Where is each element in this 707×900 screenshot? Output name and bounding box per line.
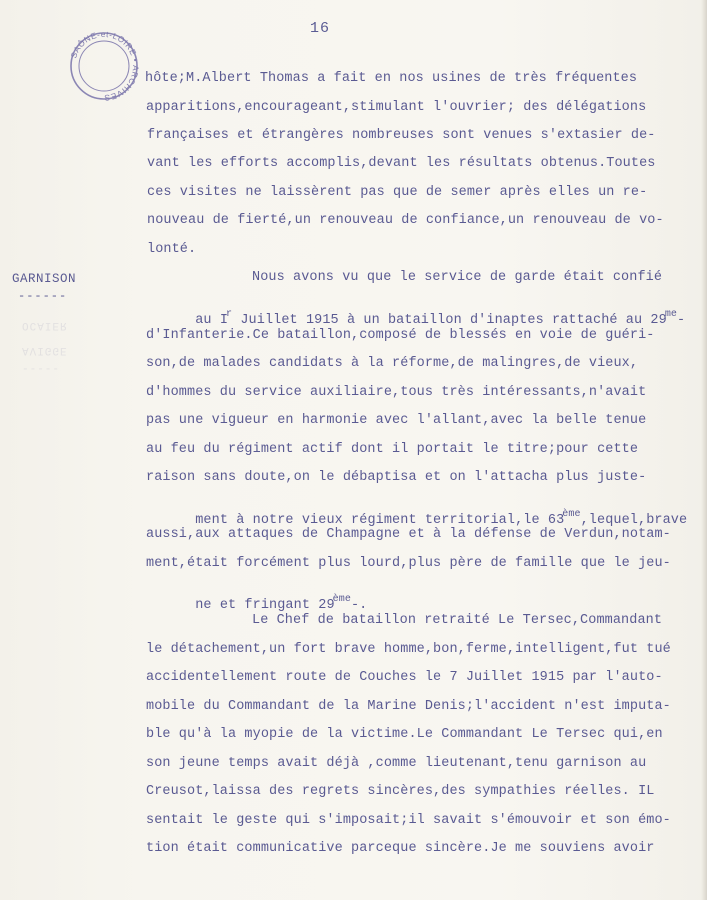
superscript: ème: [562, 508, 581, 520]
text-line: apparitions,encourageant,stimulant l'ouvrier; des délégations: [146, 100, 647, 115]
text-line: ces visites ne laissèrent pas que de semer après elles un re-: [147, 185, 648, 200]
text-line: raison sans doute,on le débaptisa et on l'attacha plus juste-: [146, 470, 647, 485]
superscript: ème: [332, 593, 351, 605]
text-line: le détachement,un fort brave homme,bon,ferme,intelligent,fut tué: [146, 642, 671, 657]
text-line: ment,était forcément plus lourd,plus père de famille que le jeu-: [146, 556, 671, 571]
text-line: ble qu'à la myopie de la victime.Le Commandant Le Tersec qui,en: [146, 727, 663, 742]
text-mark: -.: [350, 597, 368, 613]
text-line: tion était communicative parceque sincère.Je me souviens avoir: [146, 841, 655, 856]
ghost-margin-text-3: -----: [22, 362, 61, 374]
text-fragment: au I: [195, 312, 229, 328]
text-fragment: Juillet 1915 à un bataillon d'inaptes rattaché au 29: [232, 312, 667, 328]
text-line: lonté.: [147, 242, 197, 257]
ghost-margin-text-2: AVIGGE: [22, 344, 68, 356]
text-line: nouveau de fierté,un renouveau de confiance,un renouveau de vo-: [147, 213, 664, 228]
text-line: mobile du Commandant de la Marine Denis;l'accident n'est imputa-: [146, 699, 671, 714]
margin-dashes: ------: [18, 289, 68, 303]
text-line: hôte;M.Albert Thomas a fait en nos usines de très fréquentes: [145, 71, 638, 86]
text-fragment: ne et fringant 29: [195, 597, 335, 613]
text-line: son jeune temps avait déjà ,comme lieutenant,tenu garnison au: [146, 756, 647, 771]
text-line: son,de malades candidats à la réforme,de malingres,de vieux,: [146, 356, 639, 371]
page-number: 16: [309, 20, 330, 37]
stamp-text: SAÔNE-et-LOIRE • ARCHIVES: [69, 29, 141, 103]
text-line: aussi,aux attaques de Champagne et à la défense de Verdun,notam-: [146, 527, 671, 542]
text-line: Le Chef de bataillon retraité Le Tersec,Commandant: [252, 613, 663, 628]
text-line: au feu du régiment actif dont il portait le titre;pour cette: [146, 442, 639, 457]
text-line: accidentellement route de Couches le 7 Juillet 1915 par l'auto-: [146, 670, 663, 685]
ghost-margin-text-1: OCAIER: [22, 319, 68, 331]
text-fragment: ,lequel,brave: [580, 512, 688, 528]
text-fragment: ment à notre vieux régiment territorial,le 63: [195, 512, 565, 528]
text-line: françaises et étrangères nombreuses sont venues s'extasier de-: [147, 128, 656, 143]
text-line: Creusot,laissa des regrets sincères,des sympathies réelles. IL: [146, 784, 655, 799]
text-line: sentait le geste qui s'imposait;il savait s'émouvoir et son émo-: [146, 813, 671, 828]
text-line: pas une vigueur en harmonie avec l'allant,avec la belle tenue: [146, 413, 647, 428]
margin-title-garnison: GARNISON: [12, 272, 77, 286]
text-mark: -: [677, 312, 686, 328]
superscript: me: [664, 308, 678, 320]
text-line: Nous avons vu que le service de garde était confié: [252, 270, 663, 285]
text-line: d'Infanterie.Ce bataillon,composé de blessés en voie de guéri-: [146, 328, 655, 343]
text-line: vant les efforts accomplis,devant les résultats obtenus.Toutes: [147, 156, 656, 171]
superscript: r: [226, 308, 233, 320]
text-line: d'hommes du service auxiliaire,tous très intéressants,n'avait: [146, 385, 647, 400]
